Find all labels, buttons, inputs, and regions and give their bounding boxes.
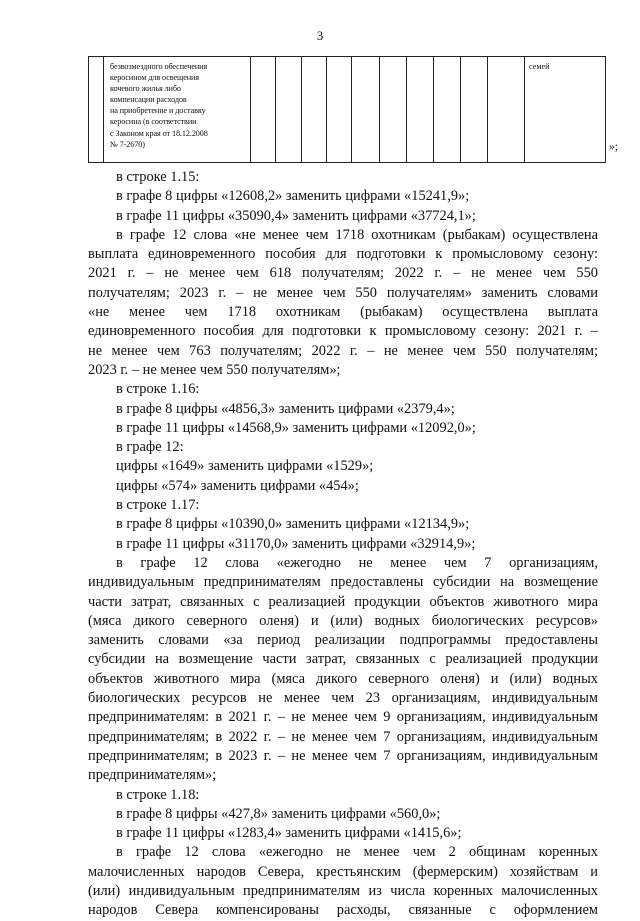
table-closing-quote: »; — [609, 141, 618, 153]
text-line: цифры «574» заменить цифрами «454»; — [116, 477, 359, 494]
text-line: в графе 11 цифры «14568,9» заменить цифрами «12092,0»; — [116, 419, 476, 436]
text-line: в графе 11 цифры «35090,4» заменить цифрами «37724,1»; — [116, 207, 476, 224]
text-line: индивидуальным предпринимателям предоставлены субсидии на возмещение — [88, 574, 598, 591]
document-body — [88, 168, 598, 921]
table-cell-line: безвозмездного обеспечения — [110, 62, 208, 71]
page-number: 3 — [316, 28, 324, 43]
text-line: субсидии на возмещение части затрат, связанных с реализацией продукции — [88, 651, 598, 668]
text-line: в графе 12: — [116, 439, 184, 456]
text-line: (или) индивидуальным предпринимателям из числа коренных малочисленных — [88, 882, 598, 899]
text-line: предпринимателям; в 2022 г. – не менее чем 7 организациям, индивидуальным — [88, 728, 598, 745]
text-line: предпринимателям: в 2021 г. – не менее чем 9 организациям, индивидуальным — [88, 709, 598, 726]
table-cell-line: с Законом края от 18.12.2008 — [110, 128, 208, 138]
text-line: получателям; 2023 г. – не менее чем 550 получателям» заменить словами — [88, 284, 598, 301]
text-line: 2021 г. – не менее чем 618 получателям; 2022 г. – не менее чем 550 — [88, 265, 598, 282]
text-line: в графе 8 цифры «427,8» заменить цифрами «560,0»; — [116, 805, 441, 822]
text-line: объектов животного мира (мяса дикого северного оленя) и (или) водных — [88, 670, 598, 687]
text-line: заменить словами «за период реализации подпрограммы предоставлены — [88, 632, 598, 649]
text-line: в графе 11 цифры «31170,0» заменить цифрами «32914,9»; — [116, 535, 476, 552]
text-line: биологических ресурсов не менее чем 23 организациям, индивидуальным — [88, 690, 598, 707]
text-line: в графе 8 цифры «4856,3» заменить цифрами «2379,4»; — [116, 400, 455, 417]
table-cell-line: на приобретение и доставку — [110, 106, 206, 116]
table-cell-line: керосином для освещения — [110, 73, 199, 83]
text-line: части затрат, связанных с реализацией продукции объектов животного мира — [88, 593, 598, 610]
text-line: в строке 1.18: — [116, 786, 200, 803]
text-line: предпринимателям»; — [88, 767, 217, 784]
text-line: в графе 12 слова «ежегодно не менее чем 2 общинам коренных — [116, 844, 598, 861]
text-line: выплата единовременного пособия для подготовки к промысловому сезону: — [88, 246, 598, 263]
table-cell-line: керосина (в соответствии — [110, 117, 197, 127]
table-cell-description — [110, 61, 248, 150]
text-line: в строке 1.16: — [116, 381, 200, 398]
text-line: в графе 8 цифры «12608,2» заменить цифрами «15241,9»; — [116, 188, 470, 205]
table-cell-line: кочевого жилья либо — [110, 84, 181, 94]
text-line: 2023 г. – не менее чем 550 получателям»; — [88, 361, 341, 378]
text-line: в графе 8 цифры «10390,0» заменить цифрами «12134,9»; — [116, 516, 470, 533]
text-line: (мяса дикого северного оленя) и (или) водных биологических ресурсов» — [88, 612, 598, 629]
text-line: в строке 1.17: — [116, 497, 200, 514]
text-line: в графе 12 слова «ежегодно не менее чем 7 организациям, — [116, 554, 598, 571]
table-cell-result: семей — [529, 62, 550, 71]
table-cell-line: компенсации расходов — [110, 95, 187, 105]
table-fragment — [88, 56, 606, 163]
text-line: «не менее чем 1718 охотникам (рыбакам) осуществлена выплата — [88, 304, 598, 321]
text-line: цифры «1649» заменить цифрами «1529»; — [116, 458, 374, 475]
text-line: народов Севера компенсированы расходы, связанные с оформлением — [88, 902, 598, 919]
text-line: в графе 12 слова «не менее чем 1718 охотникам (рыбакам) осуществлена — [116, 226, 598, 243]
text-line: предпринимателям; в 2023 г. – не менее чем 7 организациям, индивидуальным — [88, 747, 598, 764]
table-cell-line: № 7-2670) — [110, 139, 145, 149]
text-line: малочисленных народов Севера, крестьянским (фермерским) хозяйствам и — [88, 863, 598, 880]
text-line: в графе 11 цифры «1283,4» заменить цифрами «1415,6»; — [116, 825, 462, 842]
text-line: единовременного пособия для подготовки к промысловому сезону: 2021 г. – — [88, 323, 598, 340]
text-line: в строке 1.15: — [116, 169, 200, 185]
text-line: не менее чем 763 получателям; 2022 г. – не менее чем 550 получателям; — [88, 342, 598, 359]
